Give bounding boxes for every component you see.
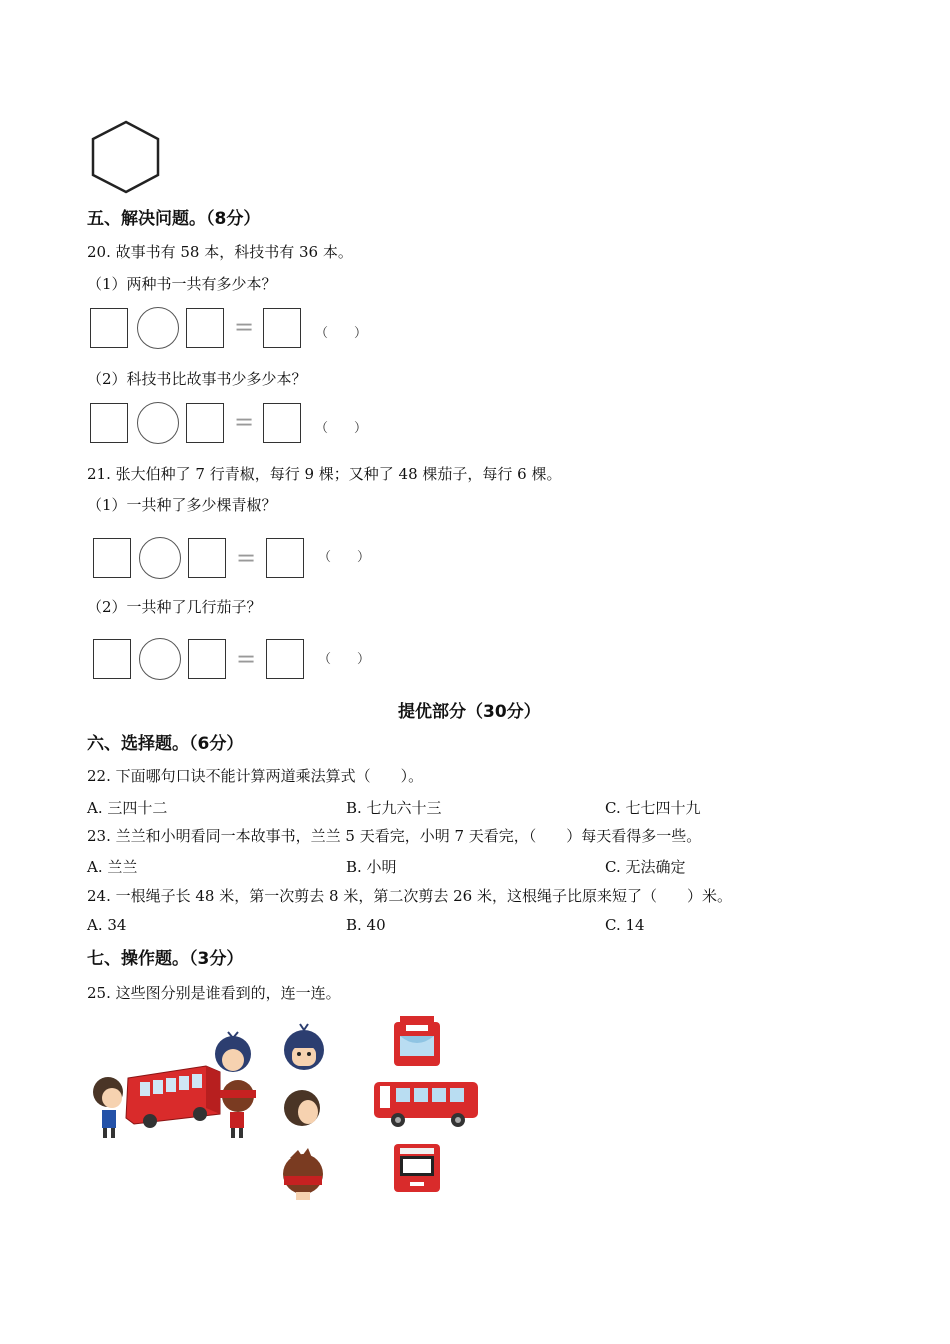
question-20-stem: 20. 故事书有 58 本，科技书有 36 本。 [87, 243, 353, 261]
boy-right-figure [220, 1080, 256, 1138]
unit-paren[interactable]: （ ） [315, 326, 368, 341]
answer-box[interactable] [90, 308, 128, 348]
part-title: 提优部分（30分） [398, 702, 541, 722]
option-b[interactable]: B. 小明 [346, 858, 397, 876]
operator-circle[interactable] [137, 307, 179, 349]
question-21-stem: 21. 张大伯种了 7 行青椒，每行 9 棵；又种了 48 棵茄子，每行 6 棵。 [87, 465, 562, 483]
bus-back-view [392, 1142, 442, 1194]
equals-sign: = [236, 544, 257, 572]
option-b[interactable]: B. 七九六十三 [346, 799, 442, 817]
operator-circle[interactable] [139, 537, 181, 579]
question-22-stem: 22. 下面哪句口诀不能计算两道乘法算式（ ）。 [87, 767, 424, 785]
boy-head-back-view [280, 1146, 326, 1200]
question-20-sub1: （1）两种书一共有多少本？ [87, 275, 277, 293]
answer-box[interactable] [93, 639, 131, 679]
option-b[interactable]: B. 40 [346, 916, 386, 934]
bus-scene-illustration [88, 1028, 263, 1148]
girl-figure [215, 1032, 251, 1072]
answer-box[interactable] [186, 403, 224, 443]
section-title-5: 五、解决问题。（8分） [87, 209, 261, 229]
equals-sign: = [236, 645, 257, 673]
question-23-stem: 23. 兰兰和小明看同一本故事书，兰兰 5 天看完，小明 7 天看完，（ ）每天看得多一些。 [87, 827, 702, 845]
result-box[interactable] [266, 639, 304, 679]
section-title-7: 七、操作题。（3分） [87, 949, 244, 969]
operator-circle[interactable] [139, 638, 181, 680]
option-c[interactable]: C. 14 [605, 916, 645, 934]
question-21-sub2: （2）一共种了几行茄子？ [87, 598, 262, 616]
answer-box[interactable] [93, 538, 131, 578]
hexagon-figure [88, 118, 164, 196]
result-box[interactable] [263, 308, 301, 348]
question-25-stem: 25. 这些图分别是谁看到的，连一连。 [87, 984, 341, 1002]
bus-icon [126, 1066, 220, 1128]
boy-left-figure [93, 1077, 123, 1138]
equals-sign: = [234, 408, 255, 436]
unit-paren[interactable]: （ ） [315, 421, 368, 436]
unit-paren[interactable]: （ ） [318, 550, 371, 565]
bus-side-view [370, 1078, 482, 1130]
answer-box[interactable] [188, 538, 226, 578]
boy-head-side-view [282, 1086, 324, 1130]
option-c[interactable]: C. 七七四十九 [605, 799, 701, 817]
option-a[interactable]: A. 三四十二 [87, 799, 168, 817]
question-21-sub1: （1）一共种了多少棵青椒？ [87, 496, 277, 514]
section-title-6: 六、选择题。（6分） [87, 734, 244, 754]
option-c[interactable]: C. 无法确定 [605, 858, 686, 876]
question-24-stem: 24. 一根绳子长 48 米，第一次剪去 8 米，第二次剪去 26 米，这根绳子比原来短了（ ）米。 [87, 887, 732, 905]
option-a[interactable]: A. 兰兰 [87, 858, 138, 876]
question-20-sub2: （2）科技书比故事书少多少本？ [87, 370, 307, 388]
result-box[interactable] [266, 538, 304, 578]
equals-sign: = [234, 313, 255, 341]
answer-box[interactable] [188, 639, 226, 679]
bus-front-view [392, 1016, 442, 1070]
operator-circle[interactable] [137, 402, 179, 444]
result-box[interactable] [263, 403, 301, 443]
girl-head-view [282, 1022, 326, 1072]
unit-paren[interactable]: （ ） [318, 652, 371, 667]
option-a[interactable]: A. 34 [87, 916, 127, 934]
answer-box[interactable] [186, 308, 224, 348]
answer-box[interactable] [90, 403, 128, 443]
